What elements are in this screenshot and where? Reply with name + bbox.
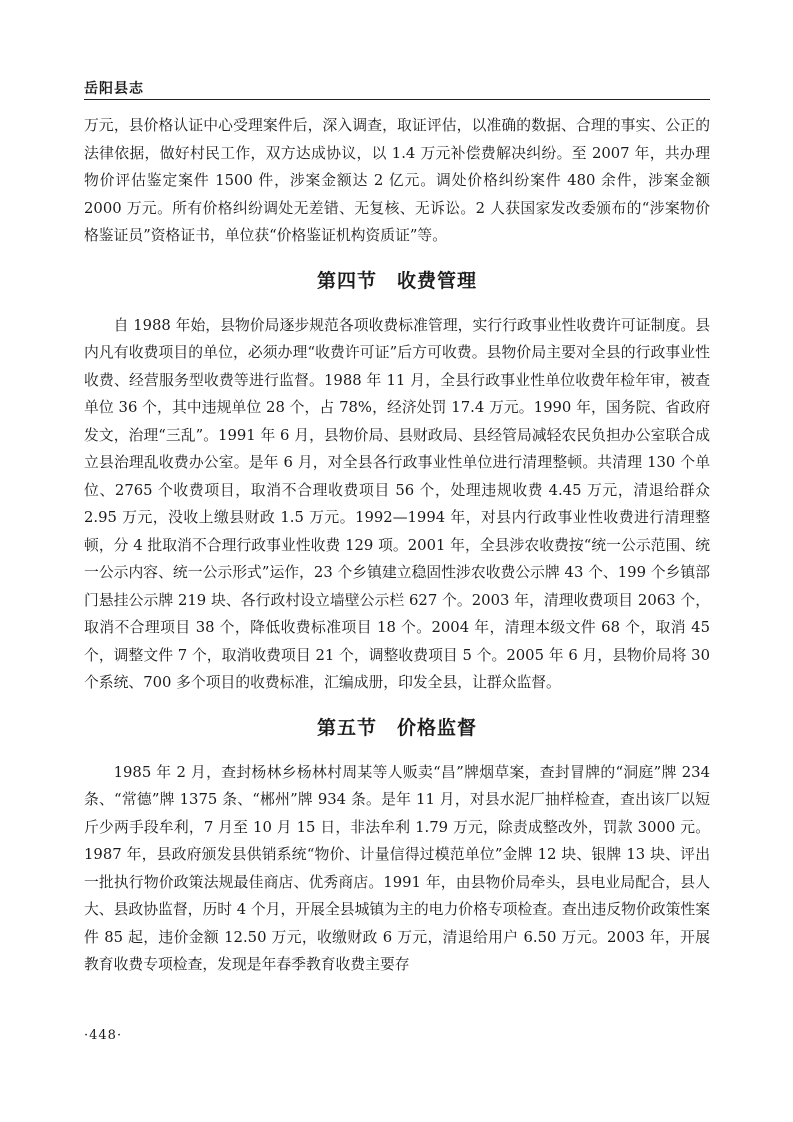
section-4-title: 收费管理	[397, 269, 478, 292]
continuation-paragraph: 万元，县价格认证中心受理案件后，深入调查，取证评估，以准确的数据、合理的事实、公正的法律依据，做好村民工作，双方达成协议，以 1.4 万元补偿费解决纠纷。至 2007 年，共办理物价评估鉴定案件 1500 件，涉案金额达 2 亿元。调处价格纠纷案件 480 余件，涉案金额 2000 万元。所有价格纠纷调处无差错、无复核、无诉讼。2 人获国家发改委颁布的“涉案物价格鉴证员”资格证书，单位获“价格鉴证机构资质证”等。	[84, 117, 710, 244]
section-5-heading	[84, 697, 710, 759]
section-4-paragraph: 自 1988 年始，县物价局逐步规范各项收费标准管理，实行行政事业性收费许可证制度。县内凡有收费项目的单位，必须办理“收费许可证”后方可收费。县物价局主要对全县的行政事业性收费、经营服务型收费等进行监督。1988 年 11 月，全县行政事业性单位收费年检年审，被查单位 36 个，其中违规单位 28 个，占 78%，经济处罚 17.4 万元。1990 年，国务院、省政府发文，治理“三乱”。1991 年 6 月，县物价局、县财政局、县经管局减轻农民负担办公室联合成立县治理乱收费办公室。是年 6 月，对全县各行政事业性单位进行清理整顿。共清理 130 个单位、2765 个收费项目，取消不合理收费项目 56 个，处理违规收费 4.45 万元，清退给群众 2.95 万元，没收上缴县财政 1.5 万元。1992—1994 年，对县内行政事业性收费进行清理整顿，分 4 批取消不合理行政事业性收费 129 项。2001 年，全县涉农收费按“统一公示范围、统一公示内容、统一公示形式”运作，23 个乡镇建立稳固性涉农收费公示牌 43 个、199 个乡镇部门悬挂公示牌 219 块、各行政村设立墙壁公示栏 627 个。2003 年，清理收费项目 2063 个，取消不合理项目 38 个，降低收费标准项目 18 个。2004 年，清理本级文件 68 个，取消 45 个，调整文件 7 个，取消收费项目 21 个，调整收费项目 5 个。2005 年 6 月，县物价局将 30 个系统、700 多个项目的收费标准，汇编成册，印发全县，让群众监督。	[84, 316, 710, 691]
page-body	[84, 112, 710, 979]
header-rule	[84, 99, 710, 100]
section-5-number: 第五节	[316, 716, 377, 739]
section-5-paragraph: 1985 年 2 月，查封杨林乡杨林村周某等人贩卖“昌”牌烟草案，查封冒牌的“洞庭”牌 234 条、“常德”牌 1375 条、“郴州”牌 934 条。是年 11 月，对县水泥厂抽样检查，查出该厂以短斤少两手段牟利，7 月至 10 月 15 日，非法牟利 1.79 万元，除责成整改外，罚款 3000 元。1987 年，县政府颁发县供销系统“物价、计量信得过模范单位”金牌 12 块、银牌 13 块、评出一批执行物价政策法规最佳商店、优秀商店。1991 年，由县物价局牵头，县电业局配合，县人大、县政协监督，历时 4 个月，开展全县城镇为主的电力价格专项检查。查出违反物价政策性案件 85 起，违价金额 12.50 万元，收缴财政 6 万元，清退给用户 6.50 万元。2003 年，开展教育收费专项检查，发现是年春季教育收费主要存	[84, 763, 710, 973]
section-5-title: 价格监督	[397, 716, 478, 739]
section-4-number: 第四节	[316, 269, 377, 292]
running-header: 岳阳县志	[84, 81, 144, 97]
section-4-heading	[84, 250, 710, 312]
page-number: ·448·	[84, 1028, 123, 1043]
